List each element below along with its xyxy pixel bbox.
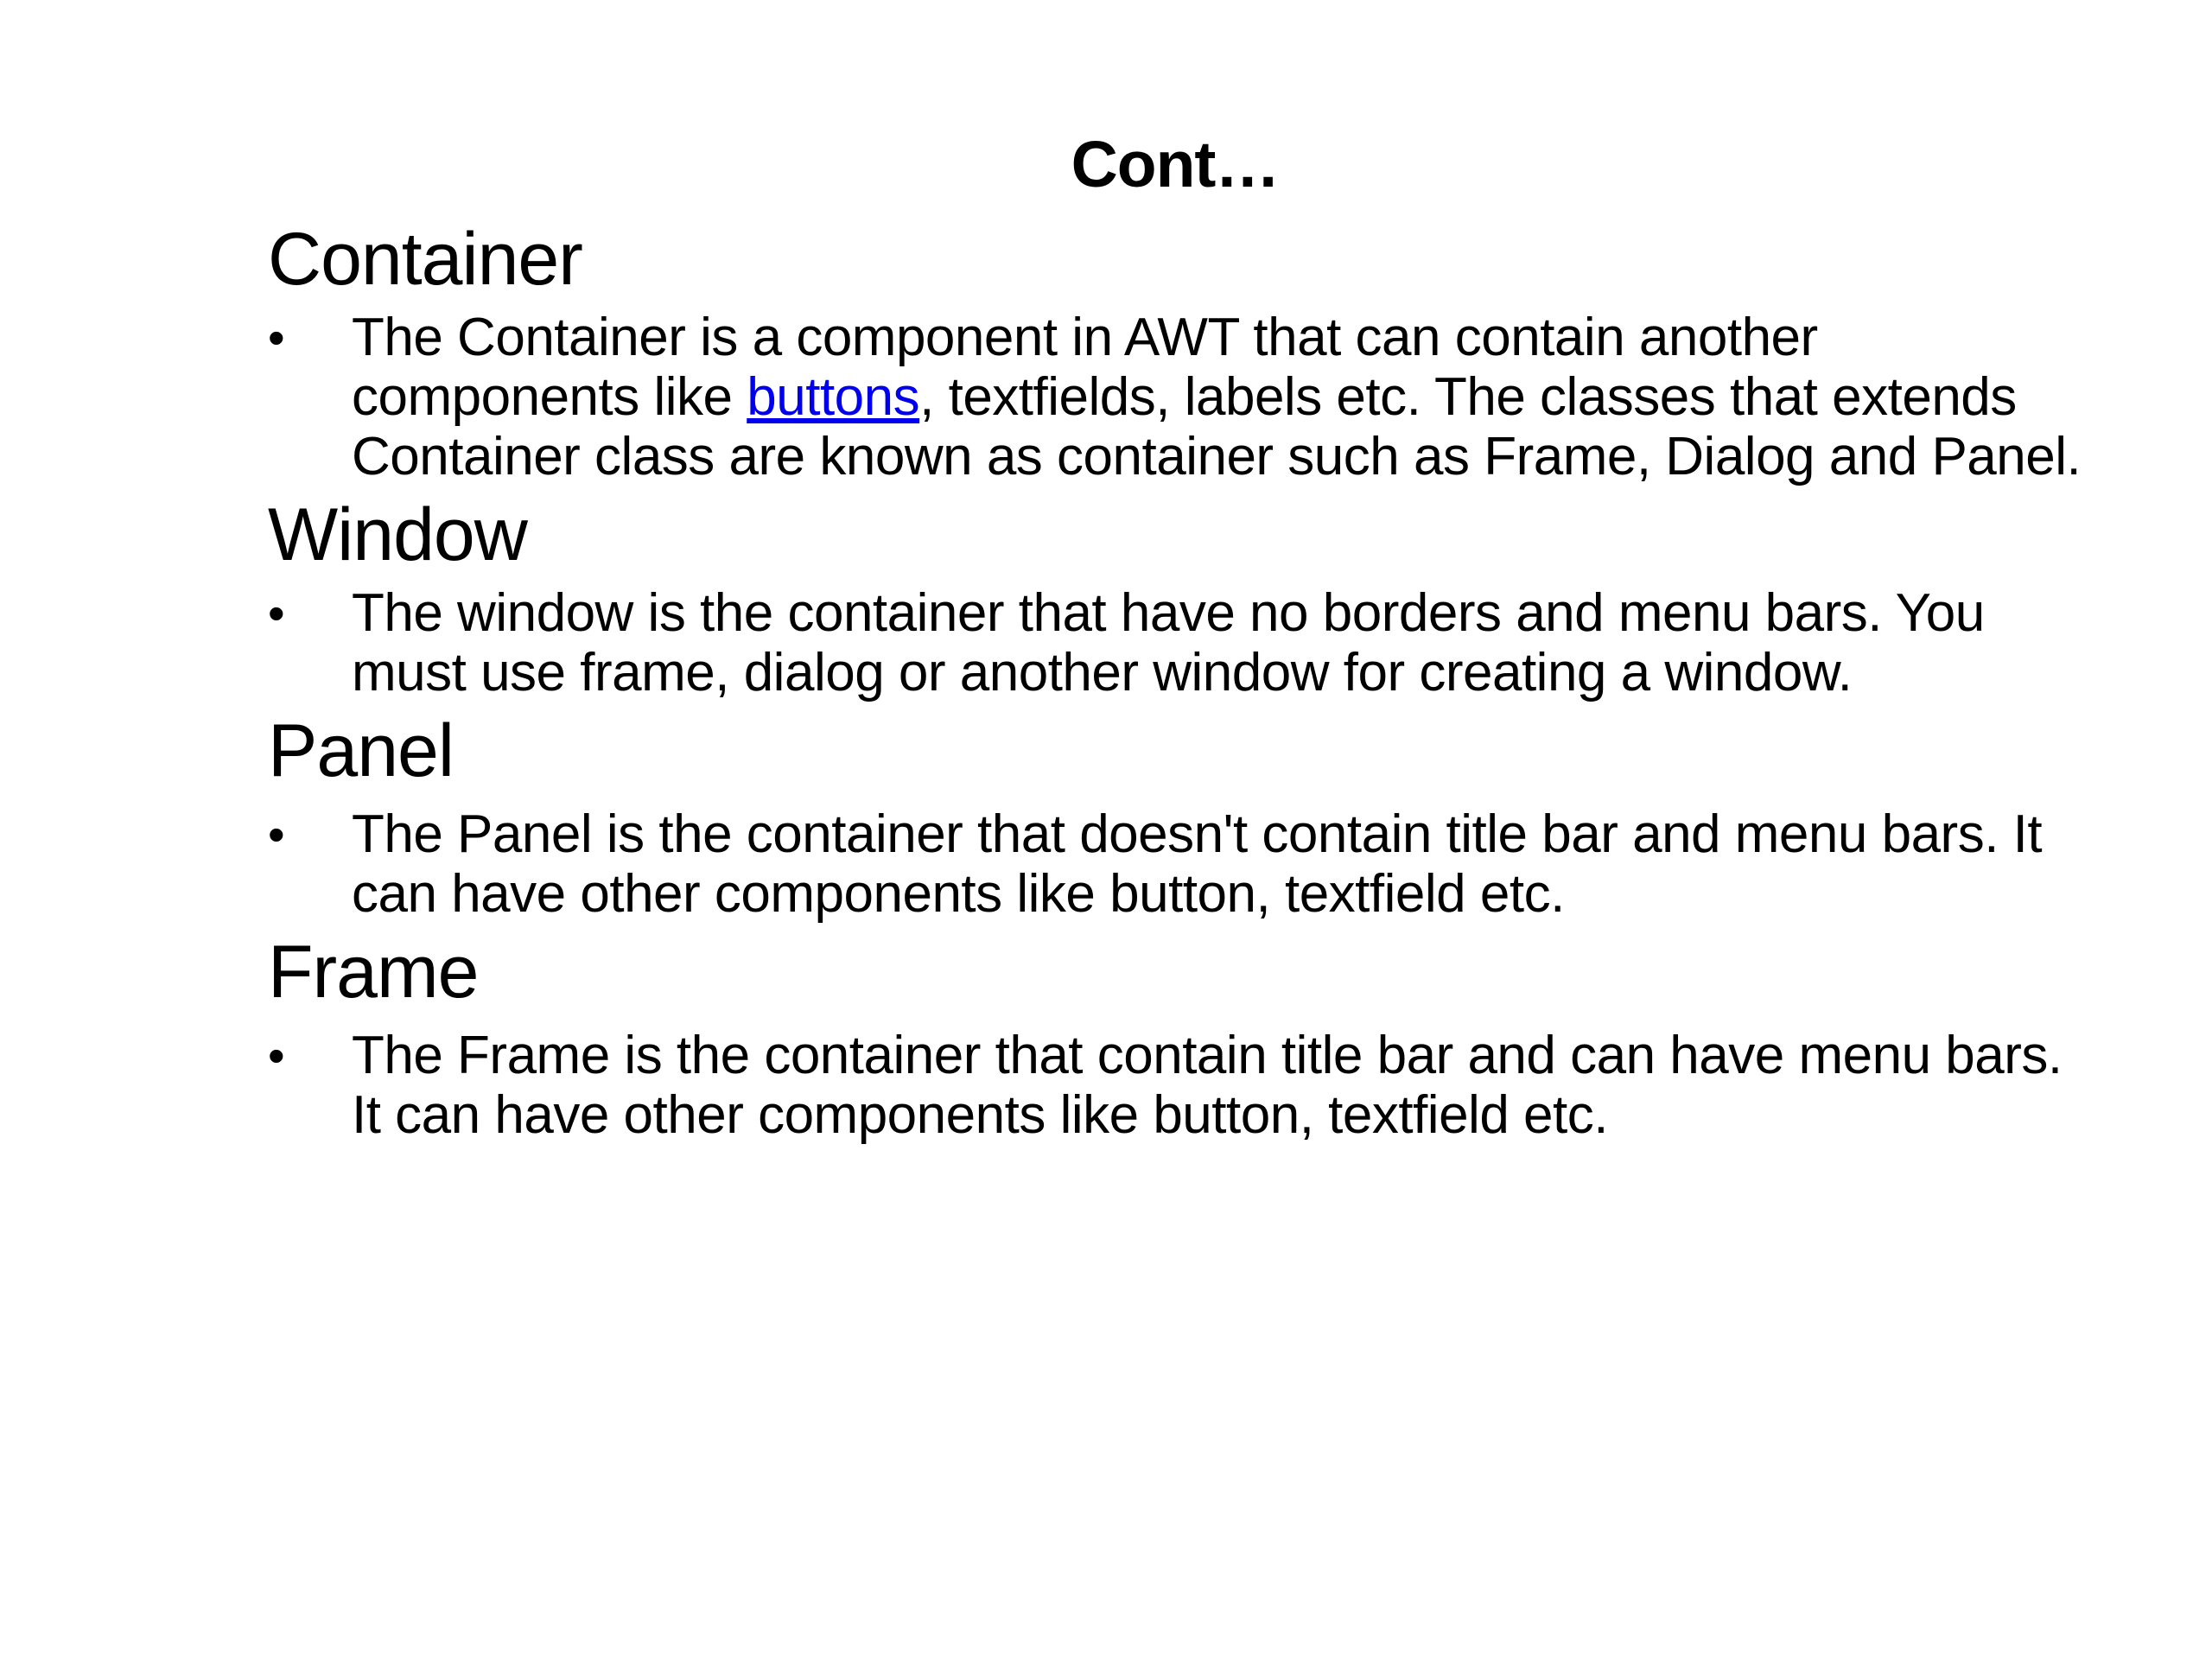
bullet-item-container (268, 308, 2082, 486)
section-heading-frame: Frame (268, 931, 479, 1014)
section-heading-panel: Panel (268, 709, 454, 792)
bullet-text-container (352, 308, 2082, 486)
bullet-icon: • (268, 310, 285, 365)
slide-content (268, 216, 2082, 1145)
bullet-item-panel (268, 804, 2082, 924)
section-container (268, 216, 2082, 486)
bullet-icon: • (268, 1028, 285, 1083)
section-heading-window: Window (268, 493, 527, 576)
bullet-item-window (268, 583, 2082, 702)
section-frame (268, 929, 2082, 1145)
section-window (268, 492, 2082, 702)
bullet-text-window: The window is the container that have no borders and menu bars. You must use frame, dialog or another window for creating a window. (352, 583, 1985, 702)
slide-title: Cont… (1071, 128, 1280, 200)
bullet-text-before-link: The Container is a component in AWT that can contain another components like (352, 308, 1818, 427)
section-heading-container: Container (268, 218, 582, 301)
bullet-text-frame: The Frame is the container that contain title bar and can have menu bars. It can have other components like button, textfield etc. (352, 1026, 2063, 1145)
buttons-link[interactable]: buttons (747, 367, 920, 427)
bullet-item-frame (268, 1026, 2082, 1145)
bullet-text-panel: The Panel is the container that doesn't contain title bar and menu bars. It can have other components like button, textfield etc. (352, 804, 2043, 924)
bullet-icon: • (268, 586, 285, 640)
bullet-icon: • (268, 807, 285, 861)
bullet-text-after-link: , textfields, labels etc. The classes that extends Container class are known as container such as Frame, Dialog and Panel. (352, 367, 2082, 486)
section-panel (268, 708, 2082, 924)
